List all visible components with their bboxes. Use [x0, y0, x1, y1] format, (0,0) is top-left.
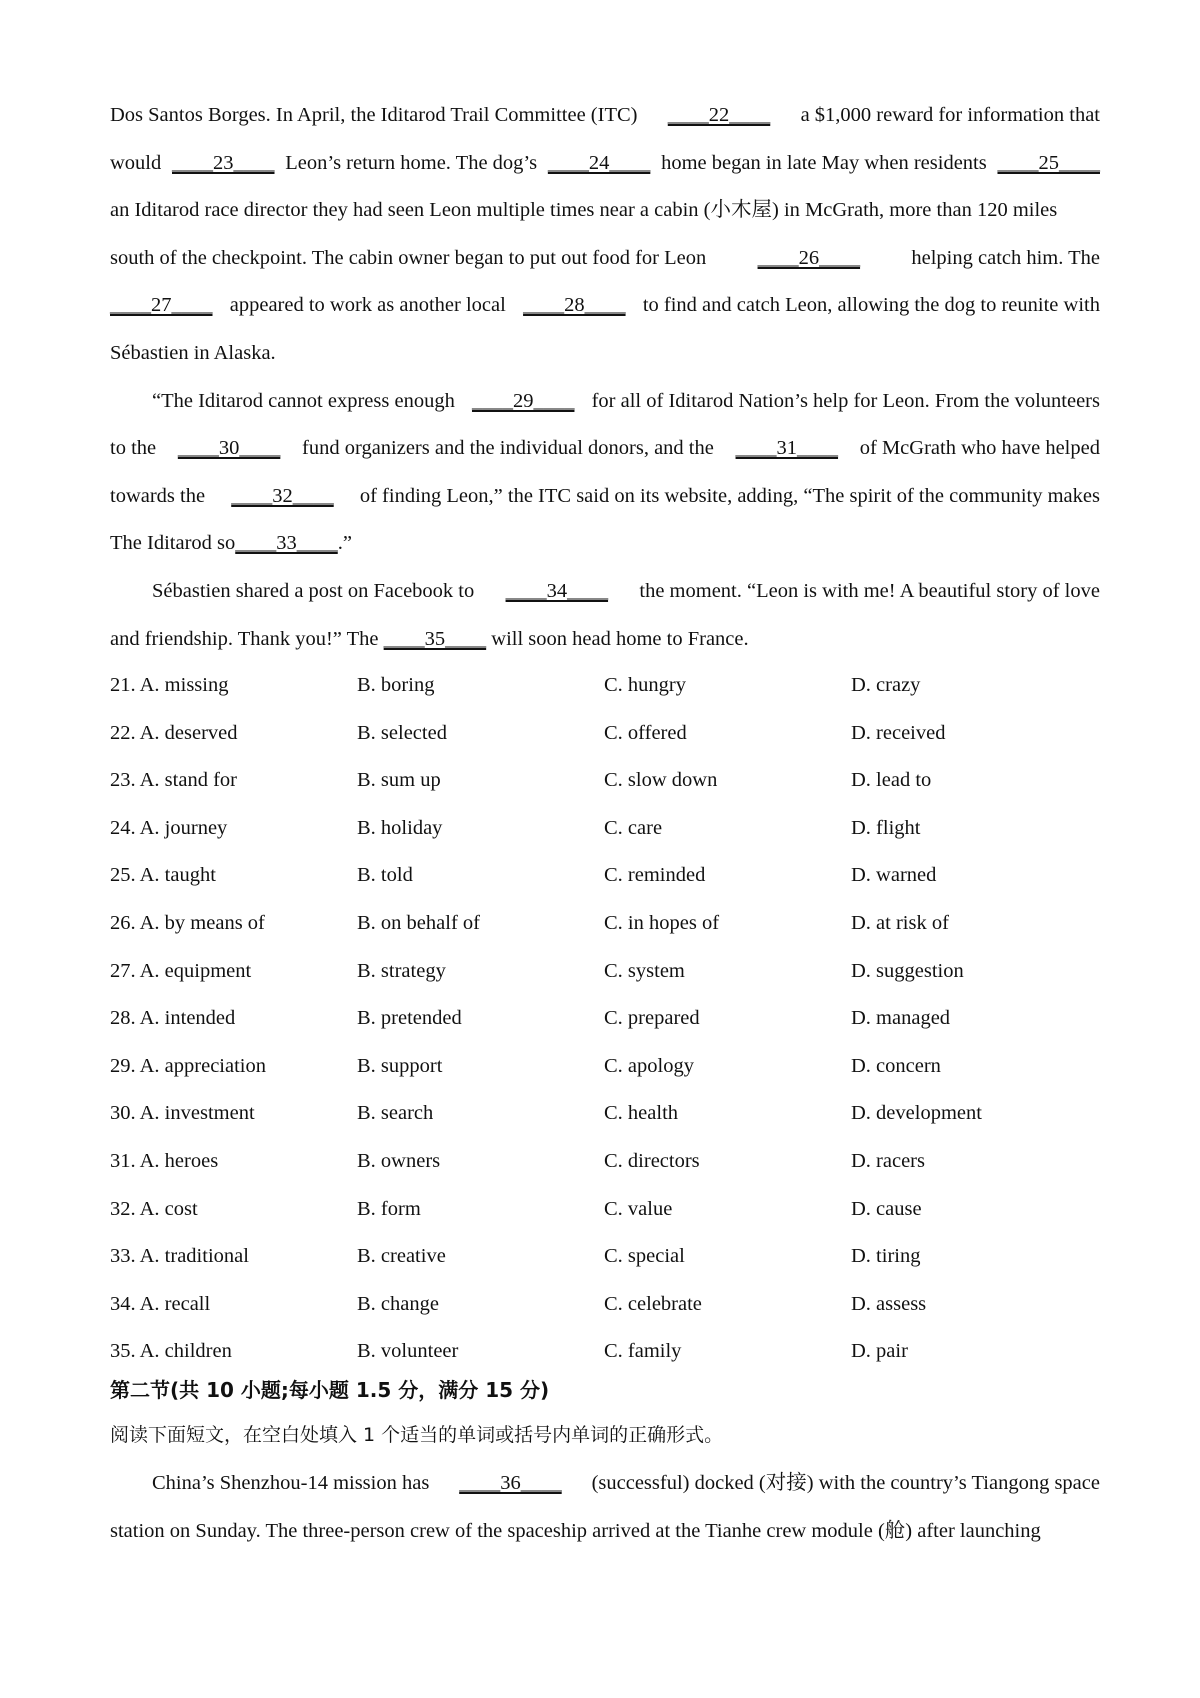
- answer-blank: ____30____: [177, 437, 281, 460]
- answer-blank: ____35____: [383, 627, 487, 650]
- text-segment: The Iditarod so: [110, 532, 236, 555]
- text-segment: Leon’s return home. The dog’s: [285, 151, 538, 174]
- option-a: [110, 1138, 218, 1186]
- option-text: A. taught: [139, 864, 216, 887]
- option-b: B. holiday: [357, 816, 443, 839]
- option-c: C. value: [604, 1197, 673, 1220]
- option-a: [110, 1328, 232, 1376]
- option-a: [110, 900, 265, 948]
- text-segment: an Iditarod race director they had seen Leon multiple times near a cabin (小木屋) in McGrath, more than 120 miles: [110, 199, 1058, 222]
- text-segment: fund organizers and the individual donors, and the: [302, 437, 714, 460]
- option-d: D. crazy: [851, 674, 921, 696]
- question-row: [110, 1043, 1100, 1091]
- question-row: [110, 757, 1100, 805]
- text-line: [110, 473, 1100, 521]
- question-number: 29.: [110, 1054, 136, 1077]
- text-segment: the moment. “Leon is with me! A beautiful story of love: [639, 579, 1100, 602]
- option-d: D. lead to: [851, 769, 932, 792]
- option-d: D. at risk of: [851, 911, 949, 934]
- option-d: D. suggestion: [851, 959, 964, 982]
- question-number: 24.: [110, 816, 136, 839]
- option-a: [110, 757, 237, 805]
- answer-options: [110, 662, 1100, 1376]
- text-segment: would: [110, 151, 162, 174]
- option-text: A. heroes: [139, 1149, 219, 1172]
- option-d: D. flight: [851, 816, 921, 839]
- option-c: C. health: [604, 1102, 679, 1125]
- text-segment: Sébastien shared a post on Facebook to: [152, 579, 475, 602]
- text-line: [110, 92, 1100, 140]
- option-text: A. missing: [139, 674, 229, 696]
- question-row: [110, 710, 1100, 758]
- text-line: [110, 568, 1100, 616]
- option-b: B. change: [357, 1292, 439, 1315]
- option-a: [110, 995, 235, 1043]
- text-line: [110, 330, 1100, 378]
- text-line: [110, 378, 1100, 426]
- option-d: D. racers: [851, 1149, 925, 1172]
- section-instruction: 阅读下面短文，在空白处填入 1 个适当的单词或括号内单词的正确形式。: [110, 1424, 724, 1446]
- option-c: C. celebrate: [604, 1292, 702, 1315]
- text-segment: to find and catch Leon, allowing the dog to reunite with: [642, 294, 1100, 317]
- text-segment: “The Iditarod cannot express enough: [152, 389, 455, 412]
- option-d: D. warned: [851, 864, 937, 887]
- question-row: [110, 805, 1100, 853]
- text-segment: of McGrath who have helped: [859, 437, 1100, 460]
- text-segment: China’s Shenzhou-14 mission has: [152, 1472, 430, 1494]
- answer-blank: ____28____: [523, 294, 626, 317]
- text-segment: to the: [110, 437, 157, 460]
- question-number: 27.: [110, 959, 136, 982]
- question-number: 21.: [110, 674, 136, 696]
- question-number: 25.: [110, 864, 136, 887]
- answer-blank: ____27____: [110, 294, 213, 317]
- option-a: [110, 1281, 210, 1329]
- question-row: [110, 995, 1100, 1043]
- option-d: D. assess: [851, 1292, 927, 1315]
- text-line: [110, 187, 1100, 235]
- text-segment: south of the checkpoint. The cabin owner began to put out food for Leon: [110, 246, 707, 269]
- question-row: [110, 900, 1100, 948]
- text-line: [110, 140, 1100, 188]
- option-d: D. pair: [851, 1340, 908, 1363]
- option-c: C. hungry: [604, 674, 686, 696]
- option-text: A. intended: [139, 1007, 236, 1030]
- option-a: [110, 1043, 266, 1091]
- option-b: B. on behalf of: [357, 911, 480, 934]
- option-b: B. creative: [357, 1245, 446, 1268]
- option-a: [110, 1186, 198, 1234]
- option-text: A. stand for: [139, 769, 237, 792]
- answer-blank: ____33____: [235, 532, 338, 555]
- text-line: [110, 616, 1100, 664]
- option-c: C. directors: [604, 1149, 700, 1172]
- text-segment: (successful) docked (对接) with the country’s Tiangong space: [591, 1472, 1100, 1494]
- option-c: C. reminded: [604, 864, 706, 887]
- option-a: [110, 948, 251, 996]
- option-b: B. owners: [357, 1149, 441, 1172]
- option-b: B. volunteer: [357, 1340, 459, 1363]
- question-row: [110, 662, 1100, 710]
- question-number: 26.: [110, 911, 136, 934]
- answer-blank: ____24____: [547, 151, 651, 174]
- option-c: C. offered: [604, 721, 687, 744]
- option-text: A. appreciation: [139, 1054, 266, 1077]
- option-a: [110, 1090, 255, 1138]
- option-text: A. deserved: [139, 721, 238, 744]
- text-line: [110, 282, 1100, 330]
- option-c: C. system: [604, 959, 685, 982]
- grammar-fill-passage: [110, 1460, 1100, 1555]
- question-number: 30.: [110, 1102, 136, 1125]
- option-d: D. development: [851, 1102, 982, 1125]
- question-number: 34.: [110, 1292, 136, 1315]
- text-line: [110, 425, 1100, 473]
- option-text: A. equipment: [139, 959, 252, 982]
- answer-blank: ____26____: [757, 246, 861, 269]
- option-b: B. strategy: [357, 959, 446, 982]
- question-row: [110, 1281, 1100, 1329]
- option-text: A. traditional: [139, 1245, 249, 1268]
- option-a: [110, 710, 238, 758]
- option-c: C. family: [604, 1340, 682, 1363]
- text-segment: .”: [337, 532, 352, 555]
- option-b: B. pretended: [357, 1007, 462, 1030]
- question-number: 32.: [110, 1197, 136, 1220]
- answer-blank: ____34____: [505, 579, 609, 602]
- option-text: A. children: [139, 1340, 232, 1363]
- cloze-passage: [110, 92, 1100, 663]
- option-d: D. managed: [851, 1007, 951, 1030]
- question-number: 35.: [110, 1340, 136, 1363]
- text-segment: Sébastien in Alaska.: [110, 341, 276, 364]
- answer-blank: ____22____: [667, 104, 771, 126]
- option-c: C. apology: [604, 1054, 694, 1077]
- text-segment: a $1,000 reward for information that: [800, 104, 1100, 126]
- answer-blank: ____25____: [997, 151, 1100, 174]
- question-row: [110, 948, 1100, 996]
- question-number: 31.: [110, 1149, 136, 1172]
- option-a: [110, 662, 228, 710]
- option-b: B. sum up: [357, 769, 441, 792]
- answer-blank: ____32____: [231, 484, 334, 507]
- text-line: [110, 520, 1100, 568]
- option-b: B. form: [357, 1197, 421, 1220]
- question-number: 23.: [110, 769, 136, 792]
- option-c: C. in hopes of: [604, 911, 720, 934]
- text-segment: Dos Santos Borges. In April, the Iditarod Trail Committee (ITC): [110, 104, 638, 126]
- option-b: B. support: [357, 1054, 443, 1077]
- text-segment: towards the: [110, 484, 206, 507]
- question-row: [110, 1328, 1100, 1376]
- option-d: D. tiring: [851, 1245, 921, 1268]
- text-segment: and friendship. Thank you!” The: [110, 627, 384, 650]
- option-b: B. told: [357, 864, 413, 887]
- option-a: [110, 1233, 249, 1281]
- option-b: B. boring: [357, 674, 435, 696]
- option-text: A. investment: [139, 1102, 255, 1125]
- question-row: [110, 1090, 1100, 1138]
- text-segment: helping catch him. The: [911, 246, 1100, 269]
- text-segment: of finding Leon,” the ITC said on its website, adding, “The spirit of the community makes: [359, 484, 1100, 507]
- option-a: [110, 805, 227, 853]
- question-row: [110, 852, 1100, 900]
- text-segment: will soon head home to France.: [486, 627, 749, 650]
- option-c: C. special: [604, 1245, 685, 1268]
- question-number: 22.: [110, 721, 136, 744]
- option-b: B. selected: [357, 721, 447, 744]
- text-segment: home began in late May when residents: [661, 151, 987, 174]
- question-number: 28.: [110, 1007, 136, 1030]
- option-c: C. prepared: [604, 1007, 700, 1030]
- option-c: C. slow down: [604, 769, 718, 792]
- text-segment: appeared to work as another local: [229, 294, 506, 317]
- option-d: D. cause: [851, 1197, 922, 1220]
- text-line: [110, 1508, 1100, 1556]
- section-heading: 第二节(共 10 小题;每小题 1.5 分，满分 15 分): [110, 1378, 550, 1402]
- option-text: A. cost: [139, 1197, 198, 1220]
- option-text: A. journey: [139, 816, 228, 839]
- option-d: D. received: [851, 721, 946, 744]
- question-number: 33.: [110, 1245, 136, 1268]
- option-a: [110, 852, 216, 900]
- question-row: [110, 1138, 1100, 1186]
- text-line: [110, 1460, 1100, 1508]
- answer-blank: ____31____: [735, 437, 839, 460]
- option-c: C. care: [604, 816, 663, 839]
- question-row: [110, 1233, 1100, 1281]
- answer-blank: ____23____: [172, 151, 275, 174]
- answer-blank: ____36____: [459, 1472, 562, 1494]
- answer-blank: ____29____: [471, 389, 575, 412]
- option-text: A. by means of: [139, 911, 265, 934]
- option-b: B. search: [357, 1102, 434, 1125]
- text-segment: station on Sunday. The three-person crew of the spaceship arrived at the Tianhe crew module (舱) after launching: [110, 1519, 1041, 1542]
- option-d: D. concern: [851, 1054, 941, 1077]
- option-text: A. recall: [139, 1292, 211, 1315]
- text-segment: for all of Iditarod Nation’s help for Leon. From the volunteers: [591, 389, 1100, 412]
- text-line: [110, 235, 1100, 283]
- question-row: [110, 1186, 1100, 1234]
